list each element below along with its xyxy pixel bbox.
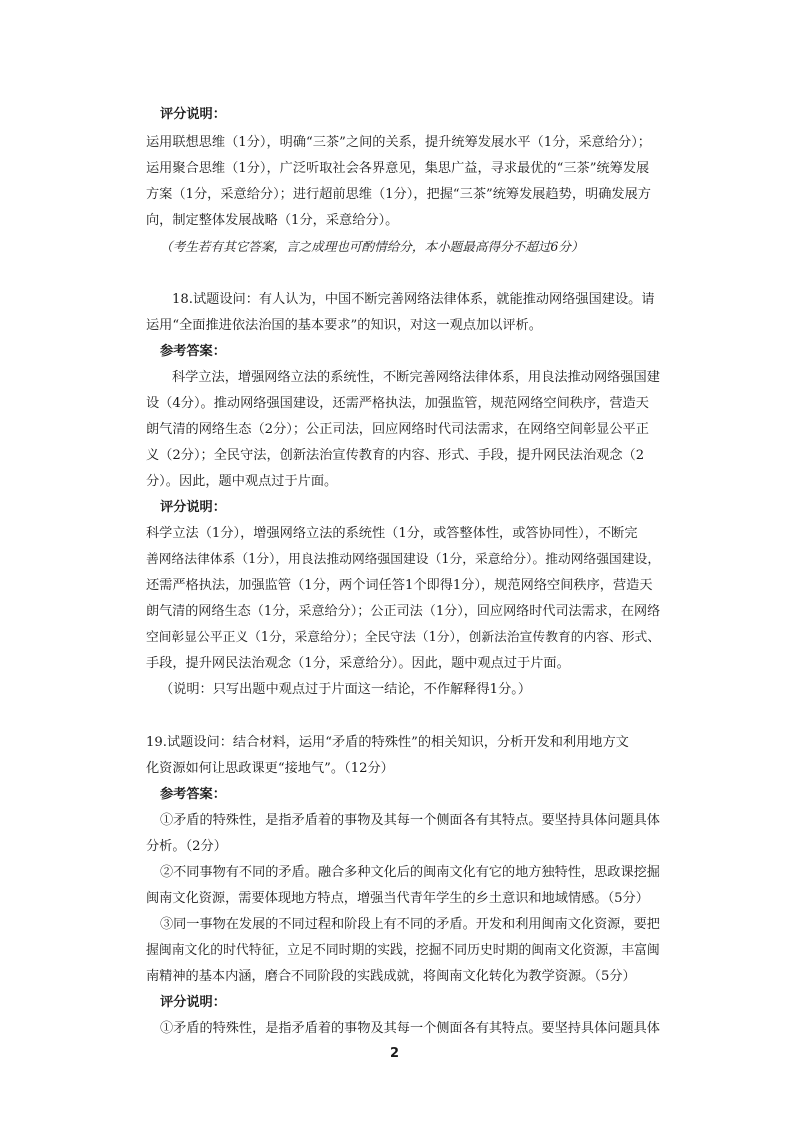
- q18-scoring-line: 科学立法（1分），增强网络立法的系统性（1分，或答整体性，或答协同性），不断完: [146, 526, 638, 541]
- q19-answer-header: 参考答案：: [160, 787, 226, 802]
- page-number: 2: [390, 1046, 400, 1061]
- q17-note: （考生若有其它答案，言之成理也可酌情给分，本小题最高得分不超过6分）: [160, 239, 584, 254]
- q18-answer-line: 分）。因此，题中观点过于片面。: [146, 474, 338, 489]
- q17-scoring-line: 向，制定整体发展战略（1分，采意给分）。: [146, 213, 399, 228]
- q18-answer-line: 义（2分）；全民守法，创新法治宣传教育的内容、形式、手段，提升网民法治观念（2: [146, 448, 645, 463]
- q19-title-line: 化资源如何让思政课更“接地气”。（12分）: [146, 761, 394, 776]
- q17-scoring-line: 运用聚合思维（1分），广泛听取社会各界意见，集思广益，寻求最优的“三茶”统筹发展: [146, 161, 650, 176]
- q18-scoring-line: 手段，提升网民法治观念（1分，采意给分）。因此，题中观点过于片面。: [146, 656, 570, 671]
- q19-answer-line: ①矛盾的特殊性，是指矛盾着的事物及其每一个侧面各有其特点。要坚持具体问题具体: [160, 813, 660, 828]
- q17-scoring-line: 方案（1分，采意给分）；进行超前思维（1分），把握“三茶”统筹发展趋势，明确发展方: [146, 187, 651, 202]
- q19-answer-line: 闽南文化资源，需要体现地方特点，增强当代青年学生的乡土意识和地域情感。（5分）: [146, 891, 649, 906]
- q19-answer-line: 握闽南文化的时代特征，立足不同时期的实践，挖掘不同历史时期的闽南文化资源，丰富闽: [146, 943, 660, 958]
- q18-scoring-line: 善网络法律体系（1分），用良法推动网络强国建设（1分，采意给分）。推动网络强国建设，: [146, 552, 661, 567]
- q18-scoring-header: 评分说明：: [160, 500, 226, 515]
- q18-scoring-line: 空间彰显公平正义（1分，采意给分）；全民守法（1分），创新法治宣传教育的内容、形式、: [146, 630, 661, 645]
- q18-title-line: 运用“全面推进依法治国的基本要求”的知识，对这一观点加以评析。: [146, 318, 542, 333]
- q18-answer-line: 朗气清的网络生态（2分）；公正司法，回应网络时代司法需求，在网络空间彰显公平正: [146, 422, 649, 437]
- q18-scoring-line: 还需严格执法，加强监管（1分，两个词任答1个即得1分），规范网络空间秩序，营造天: [146, 578, 653, 593]
- q17-scoring-header: 评分说明：: [160, 107, 226, 122]
- q19-answer-line: ③同一事物在发展的不同过程和阶段上有不同的矛盾。开发和利用闽南文化资源，要把: [160, 917, 660, 932]
- q18-note: （说明：只写出题中观点过于片面这一结论，不作解释得1分。）: [160, 682, 532, 697]
- q18-answer-line: 科学立法，增强网络立法的系统性，不断完善网络法律体系，用良法推动网络强国建: [172, 370, 660, 385]
- q18-scoring-line: 朗气清的网络生态（1分，采意给分）；公正司法（1分），回应网络时代司法需求，在网络: [146, 604, 661, 619]
- q17-scoring-line: 运用联想思维（1分），明确“三茶”之间的关系，提升统筹发展水平（1分，采意给分）；: [146, 135, 651, 150]
- q19-title-line: 19.试题设问：结合材料，运用“矛盾的特殊性”的相关知识，分析开发和利用地方文: [146, 735, 629, 750]
- q19-answer-line: ②不同事物有不同的矛盾。融合多种文化后的闽南文化有它的地方独特性，思政课挖掘: [160, 865, 660, 880]
- q19-scoring-header: 评分说明：: [160, 995, 226, 1010]
- q18-answer-header: 参考答案：: [160, 344, 226, 359]
- q18-answer-line: 设（4分）。推动网络强国建设，还需严格执法，加强监管，规范网络空间秩序，营造天: [146, 396, 649, 411]
- q19-scoring-line: ①矛盾的特殊性，是指矛盾着的事物及其每一个侧面各有其特点。要坚持具体问题具体: [160, 1021, 660, 1036]
- q18-title-line: 18.试题设问：有人认为，中国不断完善网络法律体系，就能推动网络强国建设。请: [172, 292, 655, 307]
- q19-answer-line: 南精神的基本内涵，磨合不同阶段的实践成就，将闽南文化转化为教学资源。（5分）: [146, 969, 636, 984]
- q19-answer-line: 分析。（2分）: [146, 839, 227, 854]
